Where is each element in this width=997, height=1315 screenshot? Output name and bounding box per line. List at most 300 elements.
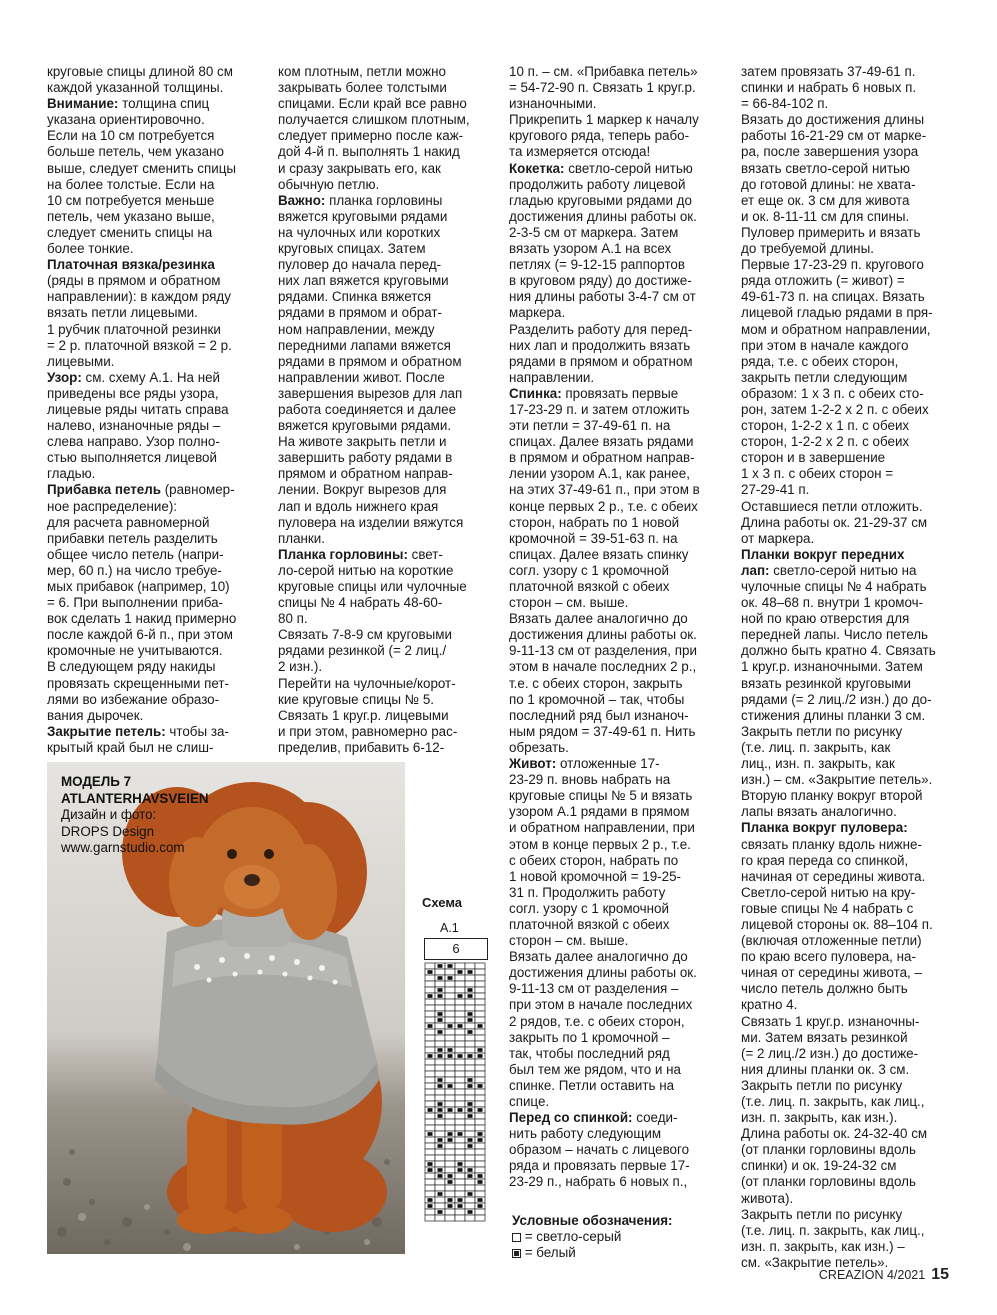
heading: Внимание: [47,96,119,112]
light-gray-swatch-icon [512,1233,521,1242]
text-line: круговые спицы № 5 и вязать [509,788,693,804]
text-line: ло-серой нитью на короткие [278,562,454,578]
chart-cell-white-mark [438,1048,443,1052]
chart-cell-white-mark [478,1108,483,1112]
chart-cell-white-mark [468,1144,473,1148]
chart-cell-white-mark [458,1132,463,1136]
text-line: ком плотным, петли можно [278,64,446,79]
text-line: Живот: отложенные 17- [509,756,660,772]
text-line: обычную петлю. [278,176,380,192]
text-line: общее число петель (напри- [47,546,224,562]
text-line [741,547,957,563]
chart-cell-white-mark [438,1192,443,1196]
text-line: обрезать. [509,739,569,755]
chart-cell-white-mark [438,1102,443,1106]
text-line: достижения длины работы ок. [509,965,697,981]
text-line: лении узором А.1, как ранее, [509,466,690,482]
text-line: лап: светло-серой нитью на [741,562,917,578]
heading: Живот: [509,756,557,772]
text-line: 27-29-41 п. [741,482,810,498]
chart-cell-white-mark [428,1162,433,1166]
chart-cell-white-mark [468,1018,473,1022]
text-line: Кокетка: светло-серой нитью [509,160,693,176]
chart-cell [425,1005,435,1011]
chart-cell [435,1095,445,1101]
chart-cell [425,1029,435,1035]
text-line: лиц., изн. п. закрыть, как [741,756,895,772]
text-line: Прикрепить 1 маркер к началу [509,112,699,128]
text-line: ным рядом = 37-49-61 п. Нить [509,723,696,739]
chart-cell [445,1191,455,1197]
chart-cell [445,987,455,993]
chart-cell-white-mark [438,1210,443,1214]
chart-cell-white-mark [438,1084,443,1088]
text-line [741,820,957,836]
chart-cell [425,1113,435,1119]
chart-cell [465,975,475,981]
text-line: круговых спицах. Затем [278,241,426,257]
text-line: согл. узору с 1 кромочной [509,562,669,578]
credit-label: Дизайн и фото: [61,807,157,823]
text-line: больше петель, чем указано [47,144,224,160]
chart-cell-white-mark [438,964,443,968]
text-line: по краю всего пуловера, на- [741,949,916,965]
chart-cell [465,1059,475,1065]
chart-cell-white-mark [468,1192,473,1196]
chart-cell [435,1203,445,1209]
text-line: сторон, набрать по 1 новой [509,514,680,530]
text-line: нить работу следующим [509,1126,662,1142]
text-line: Перед со спинкой: соеди- [509,1110,678,1126]
chart-cell-white-mark [448,1198,453,1202]
chart-cell-white-mark [468,1102,473,1106]
text-line: ряда отложить (= живот) = [741,273,905,289]
text-line: в прямом и обратном направ- [509,450,695,466]
chart-cell [445,1017,455,1023]
chart-cell [425,1071,435,1077]
chart-cell [425,1191,435,1197]
chart-cell [455,1065,465,1071]
chart-cell [475,975,485,981]
chart-cell-white-mark [438,1018,443,1022]
text-line: ок. 48–68 п. внутри 1 кромоч- [741,595,924,611]
chart-cell [425,1083,435,1089]
chart-cell-white-mark [428,970,433,974]
chart-cell [445,1065,455,1071]
chart-cell-white-mark [478,1198,483,1202]
text-line: петель, чем указано выше, [47,208,215,224]
chart-cell-white-mark [478,1180,483,1184]
chart-cell [445,1119,455,1125]
text-line: конце первых 2 р., т.е. с обеих [509,498,698,514]
text-line: лап и вдоль нижнего края [278,498,439,514]
text-line: кромочные не учитываются. [47,643,223,659]
chart-cell-white-mark [448,1024,453,1028]
chart-cell-white-mark [458,1108,463,1112]
text-line: вязать петли лицевыми. [47,305,198,321]
chart-cell [465,1065,475,1071]
text-line: круговые спицы длиной 80 см [47,64,233,79]
text-line: указана ориентировочно. [47,112,205,128]
chart-cell [475,987,485,993]
chart-cell [435,1119,445,1125]
text-line: и при этом, равномерно рас- [278,723,458,739]
chart-cell [445,1149,455,1155]
text-line: образом – начать с лицевого [509,1142,690,1158]
chart-cell [455,1149,465,1155]
chart-cell [425,1041,435,1047]
text-line: 1 х 3 п. с обеих сторон = [741,466,894,482]
chart-cell-white-mark [438,976,443,980]
chart-cell [425,1017,435,1023]
text-line: до требуемой длины. [741,241,874,257]
text-line: ной по краю отверстия для [741,611,910,627]
text-line: ном направлении, между [278,321,435,337]
chart-cell [465,1197,475,1203]
text-line: В следующем ряду накиды [47,659,216,675]
heading: Планка вокруг пуловера: [741,820,908,836]
chart-cell [425,1209,435,1215]
chart-cell [455,1011,465,1017]
text-line: следует сменить спицы на [47,224,213,240]
text-line: = 66-84-102 п. [741,96,829,112]
text-line: выше, следует сменить спицы [47,160,237,176]
text-line: Оставшиеся петли отложить. [741,498,923,514]
chart-cell [475,999,485,1005]
text-line: (от планки горловины вдоль [741,1142,916,1158]
text-line: лицевой гладью рядами в пря- [741,305,933,321]
text-line: работа соединяется и далее [278,401,457,417]
chart-cell [475,1071,485,1077]
text-line: изн. п. закрыть, как изн.). [741,1110,898,1126]
text-line: вяжется круговыми рядами [278,208,448,224]
text-line: закрыть по 1 кромочной – [509,1029,670,1045]
text-line: Вторую планку вокруг второй [741,788,923,804]
text-line: лицевой стороны ок. 88–104 п. [741,916,933,932]
text-line: ряда, т.е. с обеих сторон, [741,353,899,369]
chart-cell-white-mark [428,994,433,998]
chart-cell [435,999,445,1005]
text-line: до готовой длины: не хвата- [741,176,916,192]
page-footer [819,1266,949,1284]
chart-cell [455,1143,465,1149]
text-line: лении. Вокруг вырезов для [278,482,447,498]
text-line: образом: 1 х 3 п. с обеих сто- [741,385,924,401]
text-line: спицах. Далее вязать спинку [509,546,689,562]
text-column-4 [741,64,957,1271]
chart-cell [475,969,485,975]
chart-cell [475,1035,485,1041]
chart-cell-white-mark [448,1180,453,1184]
text-line: гладью круговыми рядами до [509,192,692,208]
text-line: т.е. с обеих сторон, закрыть [509,675,683,691]
chart-cell-white-mark [458,1198,463,1202]
text-line: кратно 4. [741,997,798,1013]
text-line: чулочные спицы № 4 набрать [741,579,927,594]
text-line: 80 п. [278,611,308,627]
chart-cell [445,1011,455,1017]
chart-cell [455,1035,465,1041]
chart-cell [455,1179,465,1185]
chart-cell [455,1029,465,1035]
chart-cell [455,1005,465,1011]
text-line: начиная от середины живота. [741,868,926,884]
chart-cell [435,1005,445,1011]
chart-cell-white-mark [468,1168,473,1172]
chart-cell [445,1035,455,1041]
chart-cell [435,1215,445,1221]
chart-cell [435,1059,445,1065]
chart-cell [475,1113,485,1119]
text-line: по 1 кромочной – так, чтобы [509,691,685,707]
text-line: Разделить работу для перед- [509,321,693,337]
chart-cell [425,981,435,987]
heading: Планка горловины: [278,546,408,562]
chart-cell [435,1197,445,1203]
chart-cell [425,1215,435,1221]
text-line: прибавки петель разделить [47,530,218,546]
dog-photo [47,762,405,1254]
chart-cell-white-mark [478,1054,483,1058]
chart-cell [455,1209,465,1215]
text-line: изнаночными. [509,96,597,112]
chart-cell [445,1143,455,1149]
chart-cell [435,1071,445,1077]
credit-url: www.garnstudio.com [61,840,185,856]
text-line: в круговом ряду) до достиже- [509,273,692,289]
text-line: планки. [278,530,325,546]
text-line: Прибавка петель (равномер- [47,482,235,498]
text-line: эти петли = 37-49-61 п. на [509,418,671,434]
chart-cell-white-mark [468,1114,473,1118]
text-line: 10 п. – см. «Прибавка петель» [509,64,698,79]
text-line: спинке. Петли оставить на [509,1077,675,1093]
chart-cell [425,1149,435,1155]
text-line: ра, после завершения узора [741,144,919,160]
chart-cell-white-mark [428,1054,433,1058]
text-line: 31 п. Продолжить работу [509,884,666,900]
text-line: ряда и провязать первые 17- [509,1158,690,1174]
chart-cell [445,1095,455,1101]
text-line: Внимание: толщина спиц [47,96,210,112]
text-line: круговые спицы или чулочные [278,579,467,594]
text-line: Спинка: провязать первые [509,385,679,401]
heading: Прибавка петель [47,482,161,498]
chart-cell [465,1161,475,1167]
text-line: провязать скрещенными пет- [47,675,229,691]
text-line: Связать 1 круг.р. изнаночны- [741,1013,920,1029]
chart-cell [425,1143,435,1149]
chart-cell [445,1005,455,1011]
chart-cell [435,1131,445,1137]
text-line: ное распределение): [47,498,178,514]
text-line: рядами в прямом и обрат- [278,305,442,321]
text-line: платочной вязкой с обеих [509,579,670,594]
text-line: на более толстые. Если на [47,176,215,192]
chart-cell [425,1065,435,1071]
text-line: налево, изнаночные ряды – [47,418,221,434]
chart-cell-white-mark [428,1108,433,1112]
text-line: Планка горловины: свет- [278,546,443,562]
heading: Закрытие петель: [47,723,166,739]
chart-cell-white-mark [438,1168,443,1172]
chart-cell [465,1071,475,1077]
chart-cell-white-mark [478,1204,483,1208]
chart-cell [465,1179,475,1185]
chart-cell [445,981,455,987]
chart-cell [455,1017,465,1023]
text-line: 2 рядов, т.е. с обеих сторон, [509,1013,685,1029]
text-line: Закрыть петли по рисунку [741,1206,903,1222]
chart-cell-white-mark [468,1078,473,1082]
chart-cell [475,993,485,999]
chart-cell [445,1029,455,1035]
heading: Узор: [47,369,82,385]
text-line: Если на 10 см потребуется [47,128,215,144]
text-line: Важно: планка горловины [278,192,443,208]
heading: Кокетка: [509,160,565,176]
chart-cell-white-mark [478,1138,483,1142]
chart-cell [475,1149,485,1155]
chart-cell [455,1137,465,1143]
text-line: рон, затем 1-2-2 х 2 п. с обеих [741,401,929,417]
text-line: спинки) и ок. 19-24-32 см [741,1158,897,1174]
chart-cell [445,1041,455,1047]
text-line: работы 16-21-29 см от марке- [741,128,927,144]
chart-cell [425,1179,435,1185]
text-line: для расчета равномерной [47,514,210,530]
text-line: (ряды в прямом и обратном [47,273,221,289]
chart-cell [455,1191,465,1197]
chart-cell [465,1095,475,1101]
text-line: слева направо. Узор полно- [47,434,220,450]
chart-cell [475,1017,485,1023]
legend [512,1213,673,1261]
text-line: мер, 60 п.) на число требуе- [47,562,222,578]
chart-cell [475,1011,485,1017]
text-line: мом и обратном направлении, [741,321,931,337]
chart-cell-white-mark [468,1210,473,1214]
chart-cell [475,1095,485,1101]
text-line: был тем же рядом, что и на [509,1061,681,1077]
text-line: го края переда со спинкой, [741,852,909,868]
text-line: получается слишком плотным, [278,112,470,128]
text-line: 2-3-5 см от маркера. Затем [509,224,679,240]
chart-cell [455,1113,465,1119]
text-line: вязать узором А.1 на всех [509,241,672,257]
chart-cell [435,1065,445,1071]
chart-cell [465,1119,475,1125]
chart-cell [455,1119,465,1125]
chart-cell [435,1161,445,1167]
text-line: после каждой 6-й п., при этом [47,627,233,643]
chart-cell-white-mark [438,1108,443,1112]
chart-cell [445,1125,455,1131]
chart-cell-white-mark [478,1084,483,1088]
chart-cell-white-mark [468,1108,473,1112]
text-line: = 54-72-90 п. Связать 1 круг.р. [509,80,696,96]
chart-cell [475,1209,485,1215]
text-line: вания дырочек. [47,707,144,723]
chart-cell-white-mark [438,1078,443,1082]
text-line: спицах. Далее вязать рядами [509,434,694,450]
text-line: ния длины работы 3-4-7 см от [509,289,696,305]
text-line: сторон – см. выше. [509,595,629,611]
text-line: пределив, прибавить 6-12- [278,739,445,755]
chart-cell [425,1095,435,1101]
text-line: передними лапами вяжется [278,337,451,353]
chart-cell-white-mark [438,1138,443,1142]
chart-cell-white-mark [478,1174,483,1178]
text-line: должно быть кратно 4. Связать [741,643,936,659]
chart-cell-white-mark [458,1054,463,1058]
chart-cell-white-mark [428,1198,433,1202]
chart-cell [475,1143,485,1149]
chart-cell [435,1023,445,1029]
chart-cell [455,1173,465,1179]
chart-cell [435,1125,445,1131]
chart-cell-white-mark [448,1084,453,1088]
chart-cell-white-mark [458,970,463,974]
text-line: 10 см потребуется меньше [47,192,215,208]
chart-cell [475,1215,485,1221]
chart-cell-white-mark [468,1030,473,1034]
text-line: ет еще ок. 3 см для живота [741,192,910,208]
chart-cell [475,1059,485,1065]
text-line: более тонкие. [47,241,134,257]
chart-cell [445,993,455,999]
chart-cell [455,1047,465,1053]
chart-cell [425,1101,435,1107]
text-line: направлении): в каждом ряду [47,289,231,305]
chart-cell [435,981,445,987]
text-line: (т.е. лиц. п. закрыть, как лиц., [741,1222,925,1238]
text-line: и обратном направлении, при [509,820,695,836]
text-line: последний ряд был изнаноч- [509,707,689,723]
text-line: крытый край был не слиш- [47,739,214,755]
chart-cell [455,1041,465,1047]
chart-cell [455,1185,465,1191]
text-line: (т.е. лиц. п. закрыть, как лиц., [741,1094,925,1109]
text-line: на этих 37-49-61 п., при этом в [509,482,700,498]
chart-cell [425,1011,435,1017]
chart-cell [425,1047,435,1053]
chart-cell [425,1059,435,1065]
text-line: достижения длины работы ок. [509,208,697,224]
text-line: спицы № 4 набрать 48-60- [278,595,443,611]
text-line: 9-11-13 см от разделения, при [509,643,697,659]
chart-cell [465,1125,475,1131]
text-line: 49-61-73 п. на спицах. Вязать [741,289,925,305]
chart-cell-white-mark [468,1138,473,1142]
chart-cell [445,1071,455,1077]
chart-cell-white-mark [448,1132,453,1136]
chart-cell [465,1041,475,1047]
text-line: вок сделать 1 накид примерно [47,611,237,627]
text-line: рядами (= 2 лиц./2 изн.) до до- [741,691,932,707]
text-line: ми. Затем вязать резинкой [741,1029,908,1045]
text-line: (т.е. лиц. п. закрыть, как [741,739,891,755]
chart-cell-white-mark [448,1138,453,1142]
chart-cell [445,1209,455,1215]
credit-name: DROPS Design [61,823,155,839]
chart-cell-white-mark [468,988,473,992]
chart-cell [455,1095,465,1101]
text-line: лицевые ряды читать справа [47,401,229,417]
text-line: Вязать далее аналогично до [509,611,688,627]
chart-cell [465,1023,475,1029]
chart-cell [465,981,475,987]
